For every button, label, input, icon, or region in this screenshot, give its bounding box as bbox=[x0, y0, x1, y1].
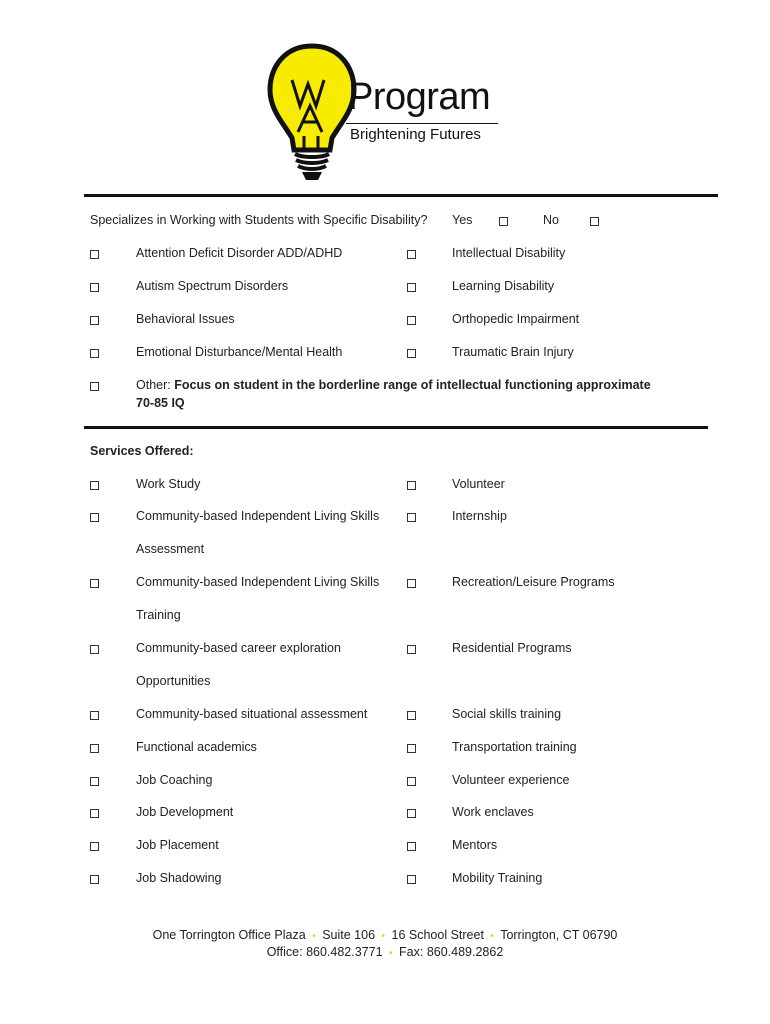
service-social: Social skills training bbox=[452, 707, 562, 721]
top-divider bbox=[84, 194, 718, 197]
lightbulb-icon bbox=[262, 40, 362, 190]
service-residential: Residential Programs bbox=[452, 641, 572, 655]
checkbox-internship[interactable] bbox=[407, 513, 416, 522]
service-functional: Functional academics bbox=[136, 740, 257, 754]
no-label: No bbox=[543, 213, 559, 227]
service-situational: Community-based situational assessment bbox=[136, 707, 368, 721]
address-street: 16 School Street bbox=[391, 928, 484, 942]
yes-label: Yes bbox=[452, 213, 473, 227]
service-shadowing: Job Shadowing bbox=[136, 871, 222, 885]
service-cil-training-cont: Training bbox=[136, 608, 181, 622]
checkbox-residential[interactable] bbox=[407, 645, 416, 654]
service-cil-training: Community-based Independent Living Skills bbox=[136, 575, 380, 589]
service-recreation: Recreation/Leisure Programs bbox=[452, 575, 615, 589]
service-mentors: Mentors bbox=[452, 838, 498, 852]
checkbox-other[interactable] bbox=[90, 382, 99, 391]
checkbox-cil-assessment[interactable] bbox=[90, 513, 99, 522]
address-suite: Suite 106 bbox=[322, 928, 376, 942]
item-autism: Autism Spectrum Disorders bbox=[136, 279, 289, 293]
checkbox-functional[interactable] bbox=[90, 744, 99, 753]
checkbox-work-study[interactable] bbox=[90, 481, 99, 490]
checkbox-add-adhd[interactable] bbox=[90, 250, 99, 259]
disability-question: Specializes in Working with Students with Specific Disability? bbox=[90, 213, 428, 227]
fax-number: Fax: 860.489.2862 bbox=[399, 945, 504, 959]
brand-tagline: Brightening Futures bbox=[350, 126, 481, 143]
no-checkbox[interactable] bbox=[590, 217, 599, 226]
item-orthopedic: Orthopedic Impairment bbox=[452, 312, 580, 326]
separator-dot: • bbox=[312, 931, 316, 942]
service-transportation: Transportation training bbox=[452, 740, 577, 754]
section-divider bbox=[84, 426, 708, 429]
service-enclaves: Work enclaves bbox=[452, 805, 534, 819]
brand-name: Program bbox=[348, 76, 491, 118]
service-career-cont: Opportunities bbox=[136, 674, 211, 688]
service-cil-assessment-cont: Assessment bbox=[136, 542, 205, 556]
checkbox-tbi[interactable] bbox=[407, 349, 416, 358]
checkbox-mentors[interactable] bbox=[407, 842, 416, 851]
service-mobility: Mobility Training bbox=[452, 871, 543, 885]
service-internship: Internship bbox=[452, 509, 507, 523]
services-heading: Services Offered: bbox=[90, 444, 194, 458]
other-value: Focus on student in the borderline range of intellectual functioning approximate bbox=[174, 378, 651, 392]
other-item bbox=[136, 377, 651, 393]
service-cil-assessment: Community-based Independent Living Skills bbox=[136, 509, 380, 523]
checkbox-intellectual[interactable] bbox=[407, 250, 416, 259]
checkbox-orthopedic[interactable] bbox=[407, 316, 416, 325]
checkbox-shadowing[interactable] bbox=[90, 875, 99, 884]
footer-contact bbox=[0, 945, 770, 959]
item-emotional: Emotional Disturbance/Mental Health bbox=[136, 345, 343, 359]
checkbox-enclaves[interactable] bbox=[407, 809, 416, 818]
checkbox-career[interactable] bbox=[90, 645, 99, 654]
other-label: Other: bbox=[136, 378, 175, 392]
service-career: Community-based career exploration bbox=[136, 641, 341, 655]
checkbox-cil-training[interactable] bbox=[90, 579, 99, 588]
footer-address bbox=[0, 928, 770, 942]
item-add-adhd: Attention Deficit Disorder ADD/ADHD bbox=[136, 246, 343, 260]
office-phone: Office: 860.482.3771 bbox=[266, 945, 383, 959]
checkbox-social[interactable] bbox=[407, 711, 416, 720]
other-value-continued: 70-85 IQ bbox=[136, 396, 185, 410]
checkbox-volunteer[interactable] bbox=[407, 481, 416, 490]
checkbox-mobility[interactable] bbox=[407, 875, 416, 884]
service-volunteer: Volunteer bbox=[452, 477, 505, 491]
checkbox-coaching[interactable] bbox=[90, 777, 99, 786]
checkbox-behavioral[interactable] bbox=[90, 316, 99, 325]
separator-dot: • bbox=[389, 948, 393, 959]
wait-program-logo bbox=[262, 40, 522, 190]
checkbox-development[interactable] bbox=[90, 809, 99, 818]
checkbox-autism[interactable] bbox=[90, 283, 99, 292]
service-volunteer-exp: Volunteer experience bbox=[452, 773, 570, 787]
checkbox-placement[interactable] bbox=[90, 842, 99, 851]
address-line-1: One Torrington Office Plaza bbox=[152, 928, 306, 942]
checkbox-emotional[interactable] bbox=[90, 349, 99, 358]
item-tbi: Traumatic Brain Injury bbox=[452, 345, 574, 359]
checkbox-transportation[interactable] bbox=[407, 744, 416, 753]
tagline-divider bbox=[346, 123, 498, 124]
checkbox-recreation[interactable] bbox=[407, 579, 416, 588]
address-city: Torrington, CT 06790 bbox=[500, 928, 618, 942]
item-learning: Learning Disability bbox=[452, 279, 555, 293]
yes-checkbox[interactable] bbox=[499, 217, 508, 226]
item-intellectual: Intellectual Disability bbox=[452, 246, 566, 260]
checkbox-volunteer-exp[interactable] bbox=[407, 777, 416, 786]
service-work-study: Work Study bbox=[136, 477, 201, 491]
separator-dot: • bbox=[490, 931, 494, 942]
checkbox-situational[interactable] bbox=[90, 711, 99, 720]
item-behavioral: Behavioral Issues bbox=[136, 312, 235, 326]
separator-dot: • bbox=[381, 931, 386, 942]
service-placement: Job Placement bbox=[136, 838, 219, 852]
service-development: Job Development bbox=[136, 805, 234, 819]
checkbox-learning[interactable] bbox=[407, 283, 416, 292]
service-coaching: Job Coaching bbox=[136, 773, 213, 787]
